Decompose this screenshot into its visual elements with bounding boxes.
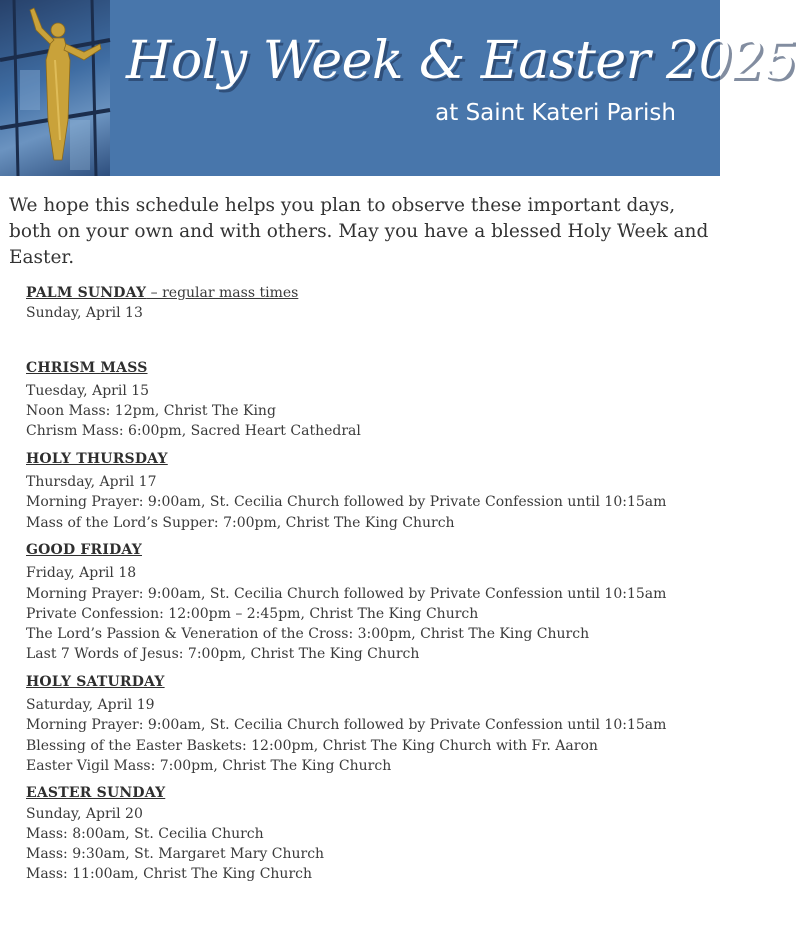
schedule-line: Morning Prayer: 9:00am, St. Cecilia Church followed by Private Confession until 10:15am — [26, 717, 667, 734]
schedule-line: Morning Prayer: 9:00am, St. Cecilia Church followed by Private Confession until 10:15am — [26, 494, 667, 511]
schedule-line: The Lord’s Passion & Veneration of the Cross: 3:00pm, Christ The King Church — [26, 626, 590, 643]
banner-title: Holy Week & Easter 2025 — [126, 31, 796, 91]
section-heading-note: – regular mass times — [146, 285, 299, 301]
schedule-line: Thursday, April 17 — [26, 474, 157, 491]
schedule — [26, 283, 706, 885]
schedule-line: Sunday, April 20 — [26, 805, 143, 822]
section-palm-sunday — [26, 283, 706, 324]
section-good-friday — [26, 540, 706, 665]
section-easter-sunday — [26, 783, 706, 884]
section-heading: GOOD FRIDAY — [26, 541, 142, 558]
section-holy-saturday — [26, 672, 706, 776]
schedule-line: Mass: 9:30am, St. Margaret Mary Church — [26, 846, 325, 863]
section-heading-line — [26, 283, 706, 303]
schedule-line: Last 7 Words of Jesus: 7:00pm, Christ The King Church — [26, 646, 420, 663]
schedule-line: Sunday, April 13 — [26, 305, 143, 322]
section-heading: EASTER SUNDAY — [26, 785, 166, 802]
statue-photo — [0, 0, 110, 176]
schedule-line: Easter Vigil Mass: 7:00pm, Christ The King Church — [26, 757, 392, 774]
section-heading: PALM SUNDAY — [26, 285, 147, 301]
schedule-line: Friday, April 18 — [26, 565, 137, 582]
schedule-line: Mass: 8:00am, St. Cecilia Church — [26, 825, 264, 842]
schedule-line: Mass of the Lord’s Supper: 7:00pm, Christ The King Church — [26, 514, 455, 531]
schedule-line: Morning Prayer: 9:00am, St. Cecilia Church followed by Private Confession until 10:15am — [26, 585, 667, 602]
section-heading: HOLY THURSDAY — [26, 450, 168, 467]
schedule-line: Chrism Mass: 6:00pm, Sacred Heart Cathedral — [26, 423, 361, 440]
section-heading: HOLY SATURDAY — [26, 673, 165, 690]
schedule-line: Blessing of the Easter Baskets: 12:00pm, Christ The King Church with Fr. Aaron — [26, 737, 598, 754]
schedule-line: Private Confession: 12:00pm – 2:45pm, Christ The King Church — [26, 605, 479, 622]
header-banner — [0, 0, 796, 176]
section-holy-thursday — [26, 449, 706, 533]
schedule-line: Mass: 11:00am, Christ The King Church — [26, 866, 312, 883]
statue-image — [0, 0, 110, 176]
schedule-line: Noon Mass: 12pm, Christ The King — [26, 403, 276, 420]
section-chrism-mass — [26, 358, 706, 442]
schedule-line: Saturday, April 19 — [26, 697, 155, 714]
intro-paragraph: We hope this schedule helps you plan to observe these important days, both on your own and with others. May you have a blessed Holy Week and Easter. — [9, 195, 709, 268]
schedule-line: Tuesday, April 15 — [26, 382, 150, 399]
banner-subtitle: at Saint Kateri Parish — [435, 100, 676, 126]
section-heading: CHRISM MASS — [26, 359, 148, 376]
